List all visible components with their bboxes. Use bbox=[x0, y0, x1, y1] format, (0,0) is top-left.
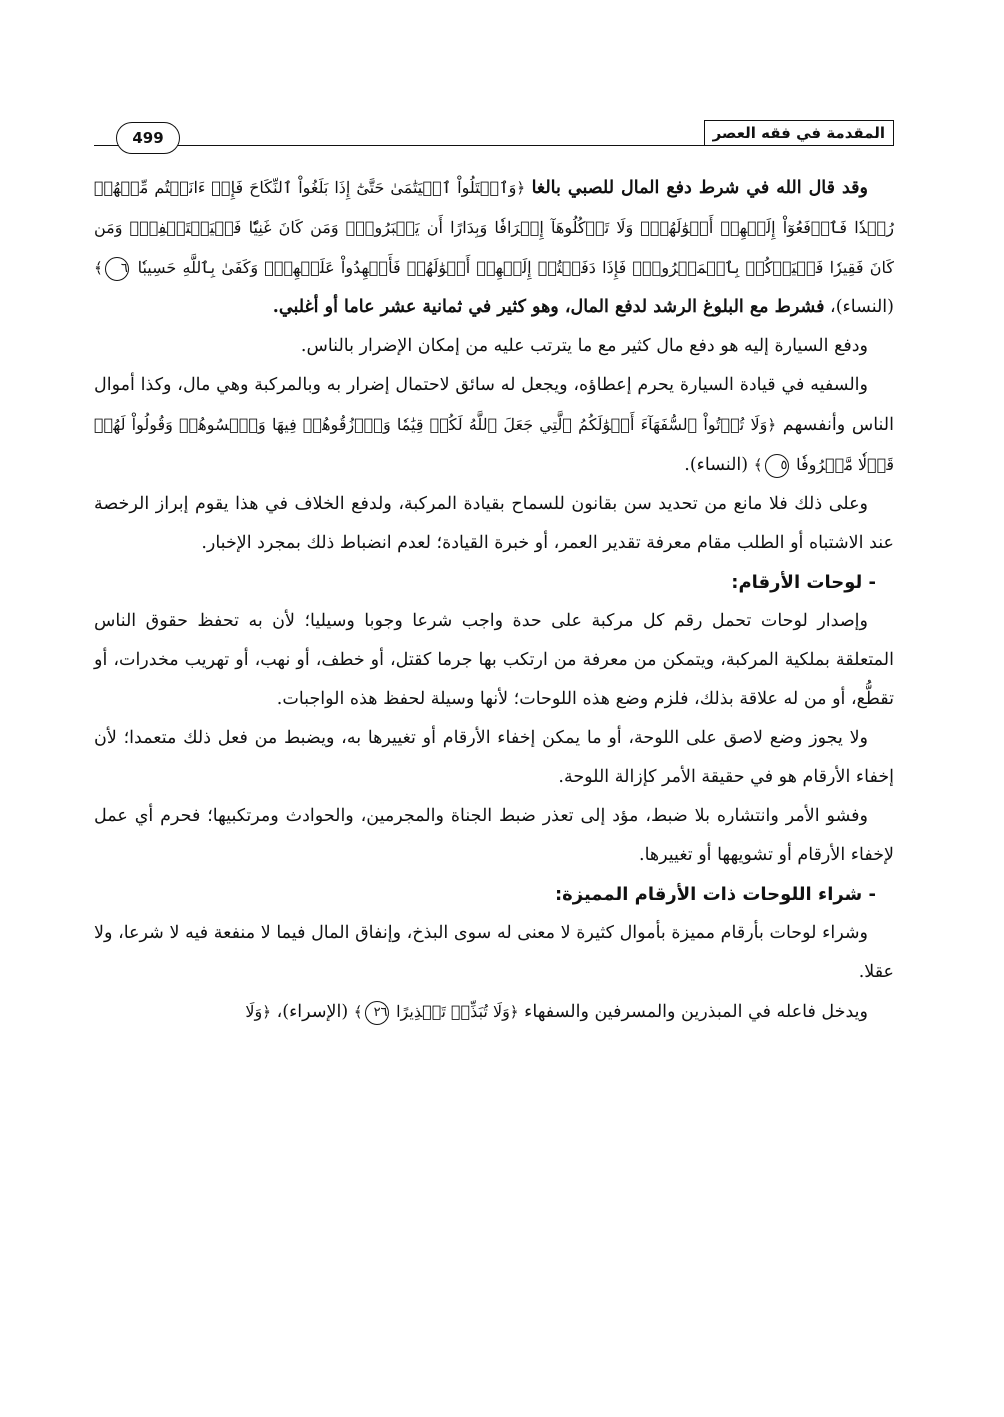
paragraph-guardianship-verse bbox=[94, 168, 894, 327]
verse-number-badge: ٥ bbox=[765, 454, 789, 478]
paragraph-plates-covering: ولا يجوز وضع لاصق على اللوحة، أو ما يمكن إخفاء الأرقام أو تغييرها به، ويضبط من فعل ذلك متعمدا؛ لأن إخفاء الأرقام هو في حقيقة الأمر كإزالة اللوحة. bbox=[94, 728, 894, 787]
ornate-bracket-open-icon: ﴿ bbox=[516, 179, 526, 197]
paragraph-wasters bbox=[94, 992, 894, 1032]
ornate-bracket-open-icon: ﴿ bbox=[262, 1003, 272, 1021]
ornate-bracket-close-icon: ﴾ bbox=[753, 456, 763, 474]
surah-reference: (النساء)، bbox=[830, 297, 894, 317]
page-header bbox=[94, 120, 894, 146]
surah-reference: (الإسراء)، bbox=[276, 1002, 349, 1022]
paragraph-foolish-driver bbox=[94, 366, 894, 485]
section-heading-plates: - لوحات الأرقام: bbox=[731, 572, 876, 593]
quran-verse: وَلَا تُبَذِّرۡ تَبۡذِيرًا bbox=[396, 1002, 510, 1021]
ornate-bracket-open-icon: ﴿ bbox=[767, 416, 777, 434]
paragraph-tail: فشرط مع البلوغ الرشد لدفع المال، وهو كثير في ثمانية عشر عاما أو أغلبي. bbox=[272, 297, 825, 317]
quran-verse-continued: وَلَا bbox=[245, 1002, 263, 1021]
quran-verse: وَلَا تُؤۡتُواْ ٱلسُّفَهَآءَ أَمۡوَٰلَكُمُ ٱلَّتِي جَعَلَ ٱللَّهُ لَكُمۡ قِيَٰمٗا وَٱرۡزُقُوهُمۡ فِيهَا وَٱكۡسُوهُمۡ وَقُولُواْ لَهُمۡ قَوۡلٗا مَّعۡرُوفٗا bbox=[94, 415, 894, 474]
quran-verse: وَٱبۡتَلُواْ ٱلۡيَتَٰمَىٰ حَتَّىٰٓ إِذَا بَلَغُواْ ٱلنِّكَاحَ فَإِنۡ ءَانَسۡتُم مِّنۡهُمۡ رُشۡدٗا فَٱدۡفَعُوٓاْ إِلَيۡهِمۡ أَمۡوَٰلَهُمۡۖ وَلَا تَأۡكُلُوهَآ إِسۡرَافٗا وَبِدَارًا أَن يَكۡبَرُواْۚ وَمَن كَانَ غَنِيّٗا فَلۡيَسۡتَعۡفِفۡۖ وَمَن كَانَ فَقِيرٗا فَلۡيَأۡكُلۡ بِٱلۡمَعۡرُوفِۚ فَإِذَا دَفَعۡتُمۡ إِلَيۡهِمۡ أَمۡوَٰلَهُمۡ فَأَشۡهِدُواْ عَلَيۡهِمۡۚ وَكَفَىٰ بِٱللَّهِ حَسِيبٗا bbox=[94, 178, 894, 277]
paragraph-special-numbers: وشراء لوحات بأرقام مميزة بأموال كثيرة لا معنى له سوى البذخ، وإنفاق المال فيما لا منفعة فيه لا شرعا، ولا عقلا. bbox=[94, 923, 894, 982]
paragraph-lead: وقد قال الله في شرط دفع المال للصبي بالغا bbox=[531, 178, 868, 198]
verse-number-badge: ٦ bbox=[105, 257, 129, 281]
paragraph-plates-obligation: وإصدار لوحات تحمل رقم كل مركبة على حدة واجب شرعا وجوبا وسيليا؛ لأن به تحفظ حقوق الناس المتعلقة بملكية المركبة، ويتمكن من معرفة من ارتكب بها جرما كقتل، أو خطف، أو نهب، أو تهريب مخدرات، أو تقطُّع، أو من له علاقة بذلك، فلزم وضع هذه اللوحات؛ لأنها وسيلة لحفظ هذه الواجبات. bbox=[94, 611, 894, 709]
paragraph-car-handover: ودفع السيارة إليه هو دفع مال كثير مع ما يترتب عليه من إمكان الإضرار بالناس. bbox=[300, 336, 868, 356]
verse-number-badge: ٢٦ bbox=[365, 1001, 389, 1025]
surah-reference: (النساء). bbox=[684, 455, 749, 475]
running-title: المقدمة في فقه العصر bbox=[704, 120, 894, 145]
header-rule bbox=[94, 145, 894, 146]
paragraph-age-law: وعلى ذلك فلا مانع من تحديد سن بقانون للسماح بقيادة المركبة، ولدفع الخلاف في هذا يقوم إبراز الرخصة عند الاشتباه أو الطلب مقام معرفة تقدير العمر، أو خبرة القيادة؛ لعدم انضباط ذلك بمجرد الإخبار. bbox=[94, 494, 894, 553]
ornate-bracket-close-icon: ﴾ bbox=[94, 259, 103, 277]
paragraph-text: ويدخل فاعله في المبذرين والمسرفين والسفهاء bbox=[524, 1002, 868, 1022]
section-heading-special-numbers: - شراء اللوحات ذات الأرقام المميزة: bbox=[554, 884, 876, 905]
paragraph-plates-prohibition: وفشو الأمر وانتشاره بلا ضبط، مؤد إلى تعذر ضبط الجناة والمجرمين، والحوادث ومرتكبيها؛ فحرم أي عمل لإخفاء الأرقام أو تشويهها أو تغييرها. bbox=[94, 806, 894, 865]
ornate-bracket-open-icon: ﴿ bbox=[509, 1003, 519, 1021]
ornate-bracket-close-icon: ﴾ bbox=[353, 1003, 363, 1021]
page-body bbox=[94, 168, 894, 1032]
page-number: 499 bbox=[116, 122, 180, 154]
paragraph-text: والسفيه في قيادة السيارة يحرم إعطاؤه، ويجعل له سائق لاحتمال إضرار به وبالمركبة وهي مال، وكذا أموال الناس وأنفسهم bbox=[94, 375, 895, 435]
